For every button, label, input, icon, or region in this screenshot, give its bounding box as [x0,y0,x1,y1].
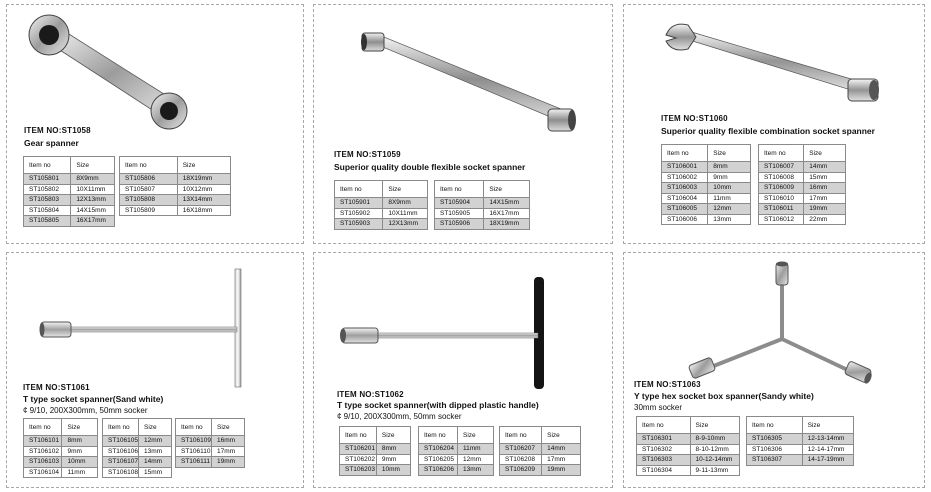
table-cell: ST106102 [24,446,62,457]
table-header-cell: Size [139,419,172,436]
table-header-cell: Size [458,427,494,444]
gear-spanner-icon [17,13,197,133]
size-table [102,418,172,478]
table-cell: ST106307 [747,455,803,466]
table-row [759,204,846,215]
table-cell: 14mm [804,162,846,173]
item-number: ITEM NO:ST1058 [24,126,91,135]
table-cell: 9mm [376,454,410,465]
table-cell: 10mm [708,183,751,194]
table-cell: 10X12mm [177,184,230,195]
table-cell: 13mm [708,214,751,225]
table-cell: ST106003 [662,183,708,194]
table-row [176,446,245,457]
table-cell: ST106006 [662,214,708,225]
table-cell: ST106009 [759,183,804,194]
table-cell: 17mm [804,193,846,204]
table-row [103,457,172,468]
table-cell: 11mm [458,444,494,455]
table-cell: ST106103 [24,457,62,468]
table-cell: 16X17mm [71,216,115,227]
table-row [759,214,846,225]
table-row [419,444,494,455]
table-cell: ST105903 [335,219,383,230]
table-cell: 10mm [376,465,410,476]
table-cell: ST106011 [759,204,804,215]
combination-socket-spanner-icon [662,19,902,119]
table-header-cell: Size [376,427,410,444]
table-header-cell: Size [212,419,245,436]
table-row [24,195,115,206]
table-header-cell: Size [802,417,853,434]
table-cell: ST106201 [340,444,377,455]
item-number: ITEM NO:ST1060 [661,114,728,123]
table-cell: ST106109 [176,436,212,447]
table-row [120,195,231,206]
item-number: ITEM NO:ST1059 [334,150,401,159]
table-cell: 13mm [139,446,172,457]
table-cell: 10X11mm [383,208,428,219]
table-cell: 11mm [708,193,751,204]
table-row [759,162,846,173]
table-cell: ST106005 [662,204,708,215]
table-header-cell: Size [71,157,115,174]
table-cell: 17mm [542,454,581,465]
table-row [662,172,751,183]
table-cell: ST105804 [24,205,71,216]
table-cell: ST105809 [120,205,178,216]
item-number: ITEM NO:ST1063 [634,380,701,389]
table-cell: ST105904 [435,198,484,209]
table-cell: 9-11-13mm [690,465,739,476]
table-cell: ST106010 [759,193,804,204]
product-title: Gear spanner [24,138,79,148]
table-row [500,454,581,465]
table-row [419,465,494,476]
table-header-row [662,145,751,162]
table-header-row [340,427,411,444]
table-cell: ST105806 [120,174,178,185]
table-cell: 8X9mm [71,174,115,185]
table-cell: ST106203 [340,465,377,476]
table-cell: ST106207 [500,444,542,455]
table-cell: 14X15mm [71,205,115,216]
table-cell: ST105901 [335,198,383,209]
table-row [24,467,98,478]
table-row [176,457,245,468]
table-cell: 12X13mm [383,219,428,230]
table-cell: 10mm [62,457,98,468]
table-row [335,198,428,209]
table-cell: ST106107 [103,457,139,468]
table-cell: ST105805 [24,216,71,227]
table-cell: ST106002 [662,172,708,183]
table-row [335,208,428,219]
table-header-cell: Size [542,427,581,444]
table-cell: ST106305 [747,434,803,445]
size-table [499,426,581,476]
product-title: Y type hex socket box spanner(Sandy white) [634,391,814,401]
table-header-cell: Item no [637,417,691,434]
size-table [661,144,751,225]
table-cell: 17mm [212,446,245,457]
table-cell: 14-17-19mm [802,455,853,466]
table-row [419,454,494,465]
table-cell: 19mm [804,204,846,215]
table-header-cell: Item no [24,157,71,174]
table-row [759,172,846,183]
table-row [662,193,751,204]
table-header-row [120,157,231,174]
table-header-cell: Item no [176,419,212,436]
table-cell: 11mm [62,467,98,478]
table-cell: ST105902 [335,208,383,219]
table-header-cell: Item no [759,145,804,162]
table-cell: ST106101 [24,436,62,447]
table-cell: ST106306 [747,444,803,455]
table-cell: ST105905 [435,208,484,219]
table-cell: ST106208 [500,454,542,465]
table-cell: 16X17mm [484,208,530,219]
size-table [636,416,740,476]
size-table [758,144,846,225]
table-header-cell: Item no [662,145,708,162]
table-row [759,193,846,204]
table-cell: 19mm [542,465,581,476]
table-cell: 12mm [708,204,751,215]
table-row [24,184,115,195]
table-cell: 16mm [804,183,846,194]
product-card-st1061 [6,252,304,488]
table-cell: ST106110 [176,446,212,457]
table-row [662,183,751,194]
table-header-cell: Item no [419,427,458,444]
table-row [759,183,846,194]
table-cell: ST106007 [759,162,804,173]
table-row [637,465,740,476]
table-header-row [335,181,428,198]
product-card-st1059 [313,4,613,244]
table-header-row [747,417,854,434]
y-type-hex-socket-spanner-icon [684,261,884,391]
table-row [500,444,581,455]
table-row [103,436,172,447]
table-row [637,444,740,455]
table-header-cell: Size [690,417,739,434]
table-cell: ST106302 [637,444,691,455]
table-cell: ST106105 [103,436,139,447]
table-row [176,436,245,447]
size-table [23,156,115,227]
size-table [175,418,245,468]
table-row [340,454,411,465]
table-row [24,174,115,185]
table-row [637,434,740,445]
table-cell: ST106303 [637,455,691,466]
table-row [24,457,98,468]
t-type-plastic-handle-spanner-icon [334,275,584,405]
size-table [418,426,494,476]
size-table [434,180,530,230]
item-number: ITEM NO:ST1062 [337,390,404,399]
table-cell: 16X18mm [177,205,230,216]
table-header-row [637,417,740,434]
size-table [746,416,854,466]
table-header-row [500,427,581,444]
table-header-row [24,157,115,174]
table-row [435,198,530,209]
product-title: Superior quality flexible combination socket spanner [661,126,875,136]
table-cell: ST105906 [435,219,484,230]
table-cell: ST105802 [24,184,71,195]
table-row [24,436,98,447]
table-cell: 16mm [212,436,245,447]
product-card-st1062 [313,252,613,488]
size-table [119,156,231,216]
product-title: Superior quality double flexible socket spanner [334,162,526,172]
table-header-cell: Size [383,181,428,198]
table-cell: ST106209 [500,465,542,476]
table-header-row [759,145,846,162]
table-cell: 8X9mm [383,198,428,209]
table-cell: 9mm [62,446,98,457]
table-row [662,162,751,173]
table-header-cell: Size [804,145,846,162]
table-cell: ST106012 [759,214,804,225]
table-row [120,174,231,185]
table-row [747,434,854,445]
table-row [24,205,115,216]
table-header-cell: Item no [500,427,542,444]
table-cell: 12mm [458,454,494,465]
table-row [435,219,530,230]
table-header-cell: Item no [24,419,62,436]
table-row [24,216,115,227]
table-header-cell: Item no [747,417,803,434]
product-spec: ¢ 9/10, 200X300mm, 50mm socker [23,406,148,415]
table-cell: 9mm [708,172,751,183]
table-header-cell: Item no [340,427,377,444]
table-header-cell: Item no [435,181,484,198]
table-row [747,455,854,466]
table-cell: ST106001 [662,162,708,173]
table-cell: 8-10-12mm [690,444,739,455]
table-row [662,214,751,225]
table-cell: 15mm [804,172,846,183]
table-cell: 8mm [376,444,410,455]
table-cell: 8mm [708,162,751,173]
table-cell: ST106106 [103,446,139,457]
t-type-socket-spanner-icon [37,267,267,392]
table-cell: 18X19mm [177,174,230,185]
table-cell: ST105801 [24,174,71,185]
table-header-row [435,181,530,198]
table-header-row [419,427,494,444]
table-cell: 14X15mm [484,198,530,209]
table-row [335,219,428,230]
table-header-cell: Size [708,145,751,162]
table-header-cell: Size [484,181,530,198]
table-cell: ST106301 [637,434,691,445]
table-cell: 10-12-14mm [690,455,739,466]
table-row [340,444,411,455]
table-cell: ST106004 [662,193,708,204]
table-cell: 8mm [62,436,98,447]
table-cell: ST106104 [24,467,62,478]
table-header-cell: Item no [103,419,139,436]
table-cell: ST105807 [120,184,178,195]
size-table [339,426,411,476]
table-header-cell: Item no [120,157,178,174]
table-cell: 14mm [542,444,581,455]
table-cell: ST106204 [419,444,458,455]
table-row [103,446,172,457]
table-cell: ST105803 [24,195,71,206]
table-row [637,455,740,466]
table-row [435,208,530,219]
table-cell: 19mm [212,457,245,468]
table-header-row [176,419,245,436]
table-cell: 18X19mm [484,219,530,230]
table-header-row [24,419,98,436]
table-cell: 12-13-14mm [802,434,853,445]
table-row [120,184,231,195]
table-header-row [103,419,172,436]
table-row [500,465,581,476]
table-cell: 12mm [139,436,172,447]
table-cell: 13mm [458,465,494,476]
table-cell: 10X11mm [71,184,115,195]
product-title: T type socket spanner(with dipped plastic handle) [337,400,539,410]
table-row [120,205,231,216]
table-cell: ST106111 [176,457,212,468]
size-table [334,180,428,230]
product-title: T type socket spanner(Sand white) [23,394,164,404]
table-cell: ST106008 [759,172,804,183]
product-card-st1060 [623,4,925,244]
table-cell: 22mm [804,214,846,225]
table-row [747,444,854,455]
table-cell: ST106304 [637,465,691,476]
table-cell: 15mm [139,467,172,478]
table-cell: ST105808 [120,195,178,206]
table-row [24,446,98,457]
table-cell: 12X13mm [71,195,115,206]
table-cell: 14mm [139,457,172,468]
table-header-cell: Item no [335,181,383,198]
table-cell: 8-9-10mm [690,434,739,445]
product-card-st1058 [6,4,304,244]
table-row [662,204,751,215]
table-cell: 13X14mm [177,195,230,206]
table-header-cell: Size [177,157,230,174]
table-row [103,467,172,478]
table-cell: ST106108 [103,467,139,478]
double-flexible-socket-spanner-icon [358,31,588,141]
size-table [23,418,98,478]
table-row [340,465,411,476]
product-spec: 30mm socker [634,403,683,412]
product-card-st1063 [623,252,925,488]
item-number: ITEM NO:ST1061 [23,383,90,392]
product-spec: ¢ 9/10, 200X300mm, 50mm socker [337,412,462,421]
table-header-cell: Size [62,419,98,436]
table-cell: 12-14-17mm [802,444,853,455]
table-cell: ST106205 [419,454,458,465]
table-cell: ST106206 [419,465,458,476]
table-cell: ST106202 [340,454,377,465]
